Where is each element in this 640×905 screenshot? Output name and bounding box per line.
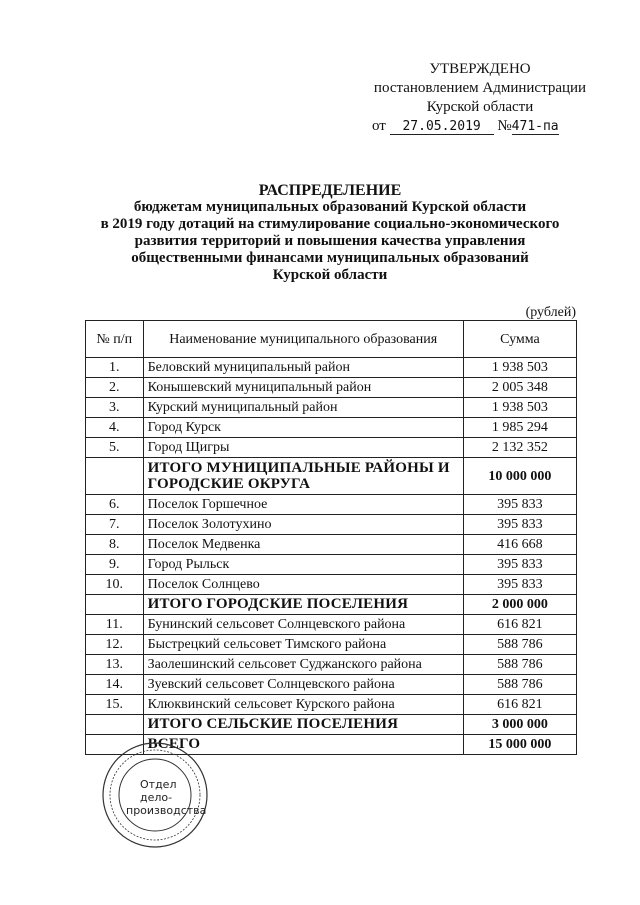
title-line-4: общественными финансами муниципальных образований (131, 250, 529, 266)
unit-label: (рублей) (525, 305, 576, 320)
row-name: Курский муниципальный район (143, 398, 463, 418)
header-name: Наименование муниципального образования (143, 321, 463, 358)
row-sum: 616 821 (463, 615, 576, 635)
row-name: ВСЕГО (143, 735, 463, 755)
row-name: Поселок Горшечное (143, 495, 463, 515)
header-sum: Сумма (463, 321, 576, 358)
table-row (86, 438, 577, 458)
row-num: 11. (86, 615, 144, 635)
table-row (86, 655, 577, 675)
subtotal-row (86, 458, 577, 495)
table-row (86, 378, 577, 398)
row-sum: 395 833 (463, 495, 576, 515)
stamp-line-3: производства (126, 804, 207, 817)
row-num: 8. (86, 535, 144, 555)
table-row (86, 555, 577, 575)
table-row (86, 358, 577, 378)
row-sum: 416 668 (463, 535, 576, 555)
approval-line-3: Курской области (426, 99, 534, 115)
row-num: 7. (86, 515, 144, 535)
distribution-table (85, 320, 577, 755)
row-name: Быстрецкий сельсовет Тимского района (143, 635, 463, 655)
row-sum: 588 786 (463, 675, 576, 695)
title-line-1: бюджетам муниципальных образований Курской области (133, 199, 527, 215)
table-row (86, 515, 577, 535)
row-name: Конышевский муниципальный район (143, 378, 463, 398)
row-sum: 3 000 000 (463, 715, 576, 735)
table-row (86, 535, 577, 555)
approval-title: УТВЕРЖДЕНО (429, 61, 531, 77)
subtotal-row (86, 715, 577, 735)
row-num: 15. (86, 695, 144, 715)
header-num: № п/п (86, 321, 144, 358)
department-stamp (100, 740, 210, 850)
row-sum: 1 985 294 (463, 418, 576, 438)
approval-from: от (372, 118, 386, 134)
stamp-line-1: Отдел (140, 778, 177, 791)
document-title (60, 182, 600, 284)
row-sum: 588 786 (463, 635, 576, 655)
row-sum: 395 833 (463, 575, 576, 595)
table-row (86, 675, 577, 695)
row-name: Город Рыльск (143, 555, 463, 575)
row-num: 2. (86, 378, 144, 398)
row-num: 12. (86, 635, 144, 655)
row-name: Зуевский сельсовет Солнцевского района (143, 675, 463, 695)
table-row (86, 398, 577, 418)
row-name: Город Курск (143, 418, 463, 438)
row-name: Поселок Медвенка (143, 535, 463, 555)
table-row (86, 695, 577, 715)
row-num: 13. (86, 655, 144, 675)
table-row (86, 615, 577, 635)
table-header-row (86, 321, 577, 358)
stamp-line-2: дело- (140, 791, 173, 804)
row-sum: 10 000 000 (463, 458, 576, 495)
table-row (86, 575, 577, 595)
row-name: Поселок Золотухино (143, 515, 463, 535)
title-line-5: Курской области (272, 267, 388, 283)
row-sum: 2 005 348 (463, 378, 576, 398)
row-num: 10. (86, 575, 144, 595)
approval-block (340, 60, 620, 136)
row-sum: 395 833 (463, 555, 576, 575)
row-sum: 395 833 (463, 515, 576, 535)
row-name: ИТОГО СЕЛЬСКИЕ ПОСЕЛЕНИЯ (143, 715, 463, 735)
row-name: Беловский муниципальный район (143, 358, 463, 378)
row-num: 9. (86, 555, 144, 575)
table-row (86, 418, 577, 438)
row-num: 5. (86, 438, 144, 458)
approval-number: 471-па (511, 119, 559, 134)
row-sum: 1 938 503 (463, 398, 576, 418)
row-name: ИТОГО МУНИЦИПАЛЬНЫЕ РАЙОНЫ И ГОРОДСКИЕ ОКРУГА (143, 458, 463, 495)
row-sum: 15 000 000 (463, 735, 576, 755)
title-line-2: в 2019 году дотаций на стимулирование социально-экономического (100, 216, 560, 232)
approval-date: 27.05.2019 (390, 120, 494, 135)
row-name: Город Щигры (143, 438, 463, 458)
row-name: ИТОГО ГОРОДСКИЕ ПОСЕЛЕНИЯ (143, 595, 463, 615)
table-row (86, 495, 577, 515)
row-sum: 616 821 (463, 695, 576, 715)
approval-no-sign: № (497, 118, 512, 134)
row-sum: 588 786 (463, 655, 576, 675)
row-sum: 2 132 352 (463, 438, 576, 458)
row-num (86, 458, 144, 495)
approval-line-2: постановлением Администрации (373, 80, 587, 96)
row-name: Поселок Солнцево (143, 575, 463, 595)
approval-date-line (340, 117, 620, 136)
row-num: 14. (86, 675, 144, 695)
row-name: Заолешинский сельсовет Суджанского района (143, 655, 463, 675)
row-num: 4. (86, 418, 144, 438)
row-num (86, 595, 144, 615)
row-num (86, 715, 144, 735)
row-sum: 2 000 000 (463, 595, 576, 615)
title-heading: РАСПРЕДЕЛЕНИЕ (258, 182, 402, 199)
row-num: 3. (86, 398, 144, 418)
row-name: Бунинский сельсовет Солнцевского района (143, 615, 463, 635)
row-name: Клюквинский сельсовет Курского района (143, 695, 463, 715)
subtotal-row (86, 595, 577, 615)
table-row (86, 635, 577, 655)
row-sum: 1 938 503 (463, 358, 576, 378)
title-line-3: развития территорий и повышения качества управления (134, 233, 526, 249)
row-num: 1. (86, 358, 144, 378)
row-num: 6. (86, 495, 144, 515)
